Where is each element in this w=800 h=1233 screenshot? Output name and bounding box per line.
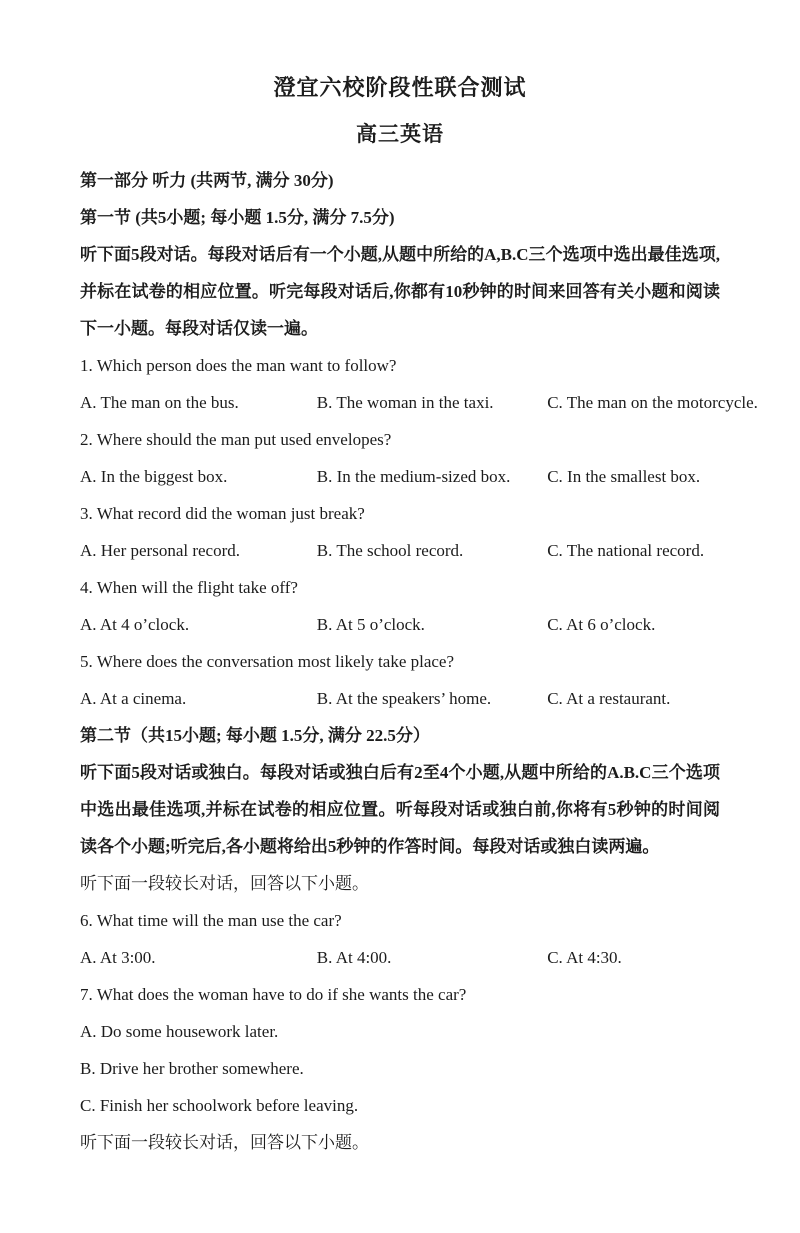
option-cell: B. At 5 o’clock.	[316, 615, 425, 634]
instruction-text: 听下面5段对话或独白。每段对话或独白后有2至4个小题,从题中所给的A.B.C三个选项中选出最佳选项,并标在试卷的相应位置。听每段对话或独白前,你将有5秒钟的时间阅读各个小题;听完后,各小题将给出5秒钟的作答时间。每段对话或独白读两遍。	[80, 763, 720, 856]
section-heading: 第二节（共15小题; 每小题 1.5分, 满分 22.5分）	[80, 726, 430, 745]
options-row	[80, 458, 720, 495]
option-cell: A. Her personal record.	[80, 541, 241, 560]
option-cell: C. At 6 o’clock.	[547, 615, 656, 634]
section-heading: 第一部分 听力 (共两节, 满分 30分)	[80, 171, 334, 190]
options-row	[80, 384, 758, 421]
listening-note: 听下面一段较长对话，回答以下小题。	[80, 1133, 369, 1152]
option-cell: A. The man on the bus.	[80, 393, 239, 412]
option-cell: B. At the speakers’ home.	[316, 689, 492, 708]
question-text: 4. When will the flight take off?	[80, 578, 298, 597]
option-line: C. Finish her schoolwork before leaving.	[80, 1096, 359, 1115]
section-heading: 第一节 (共5小题; 每小题 1.5分, 满分 7.5分)	[80, 208, 395, 227]
option-line: A. Do some housework later.	[80, 1022, 279, 1041]
question-text: 5. Where does the conversation most likely take place?	[80, 652, 455, 671]
option-cell: C. At a restaurant.	[547, 689, 671, 708]
exam-title: 澄宜六校阶段性联合测试	[273, 75, 527, 100]
options-row	[80, 939, 720, 976]
document-body	[80, 162, 758, 1161]
option-cell: A. At 3:00.	[80, 948, 156, 967]
option-cell: A. At 4 o’clock.	[80, 615, 190, 634]
option-cell: C. The national record.	[547, 541, 705, 560]
instruction-text: 听下面5段对话。每段对话后有一个小题,从题中所给的A,B.C三个选项中选出最佳选项,并标在试卷的相应位置。听完每段对话后,你都有10秒钟的时间来回答有关小题和阅读下一小题。每段对话仅读一遍。	[80, 245, 720, 338]
option-line: B. Drive her brother somewhere.	[80, 1059, 304, 1078]
listening-note: 听下面一段较长对话，回答以下小题。	[80, 874, 369, 893]
question-text: 7. What does the woman have to do if she wants the car?	[80, 985, 467, 1004]
option-cell: B. In the medium-sized box.	[316, 467, 511, 486]
option-cell: C. In the smallest box.	[547, 467, 701, 486]
question-text: 6. What time will the man use the car?	[80, 911, 342, 930]
options-row	[80, 532, 720, 569]
exam-subtitle: 高三英语	[356, 122, 444, 146]
option-cell: C. The man on the motorcycle.	[547, 393, 758, 412]
options-row	[80, 606, 720, 643]
option-cell: A. At a cinema.	[80, 689, 187, 708]
question-text: 2. Where should the man put used envelopes?	[80, 430, 392, 449]
question-text: 3. What record did the woman just break?	[80, 504, 365, 523]
option-cell: B. The woman in the taxi.	[316, 393, 494, 412]
option-cell: B. The school record.	[316, 541, 464, 560]
question-text: 1. Which person does the man want to follow?	[80, 356, 397, 375]
option-cell: A. In the biggest box.	[80, 467, 228, 486]
option-cell: B. At 4:00.	[316, 948, 392, 967]
option-cell: C. At 4:30.	[547, 948, 622, 967]
options-row	[80, 680, 720, 717]
